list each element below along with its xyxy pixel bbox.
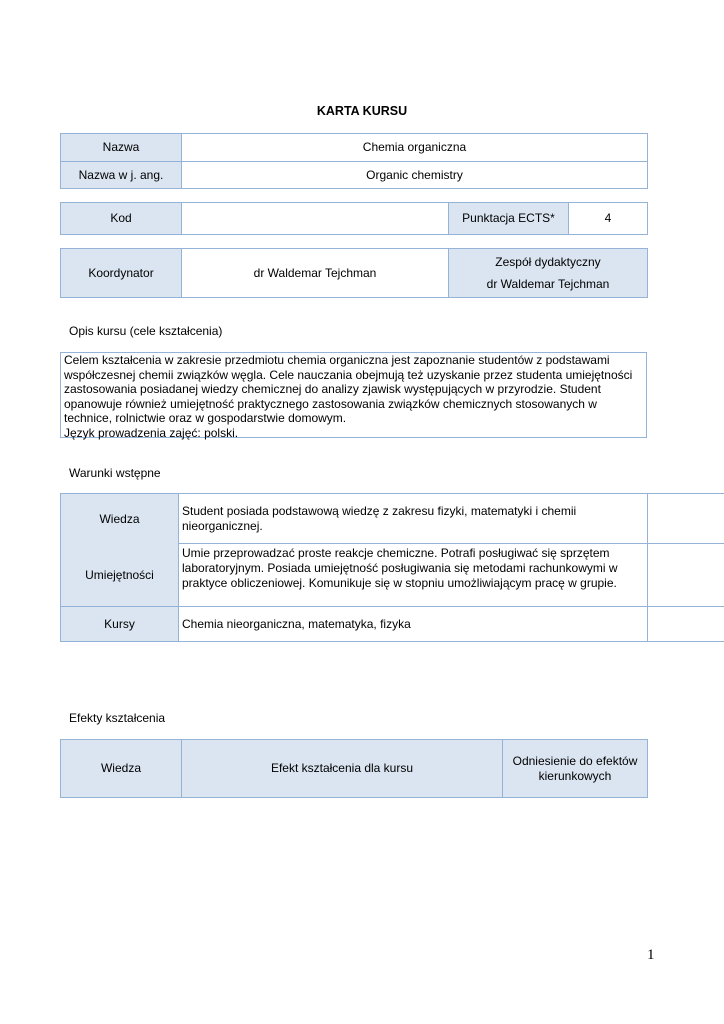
- name-en-label: Nazwa w j. ang.: [61, 162, 182, 189]
- description-line: Celem kształcenia w zakresie przedmiotu chemia organiczna jest zapoznanie studentów z podstawami: [64, 353, 610, 367]
- reference-header-line: kierunkowych: [538, 768, 612, 783]
- description-line: zastosowania posiadanej wiedzy chemicznej do analizy zjawisk występujących w przyrodzie. Student: [64, 382, 601, 396]
- code-ects-table: [60, 202, 648, 235]
- outcomes-heading: Efekty kształcenia: [69, 711, 166, 725]
- knowledge-line: Student posiada podstawową wiedzę z zakresu fizyki, matematyki i chemii: [182, 504, 577, 518]
- outcomes-reference-header: [503, 740, 648, 798]
- name-en-value: Organic chemistry: [182, 162, 648, 189]
- coordinator-table: [60, 248, 648, 298]
- page-number: 1: [647, 947, 655, 963]
- teaching-team-label: Zespół dydaktyczny: [495, 255, 601, 269]
- name-label: Nazwa: [61, 134, 182, 162]
- courses-value: Chemia nieorganiczna, matematyka, fizyka: [179, 607, 648, 642]
- knowledge-line: nieorganicznej.: [182, 519, 263, 533]
- courses-label: Kursy: [61, 607, 179, 642]
- description-box: [60, 352, 647, 438]
- prereq-courses-extra: [648, 607, 724, 642]
- outcomes-table: [60, 739, 648, 798]
- coordinator-label: Koordynator: [61, 249, 182, 298]
- description-heading: Opis kursu (cele kształcenia): [69, 324, 223, 338]
- description-line: Język prowadzenia zajęć: polski.: [64, 425, 239, 440]
- description-line: opanowuje również umiejętność praktycznego zastosowania związków chemicznych stosowanych w: [64, 396, 597, 411]
- skills-label: Umiejętności: [85, 568, 154, 582]
- course-name-table: [60, 133, 648, 189]
- ects-value: 4: [569, 203, 648, 235]
- page-title: KARTA KURSU: [316, 104, 408, 118]
- outcomes-knowledge-header: Wiedza: [61, 740, 182, 798]
- prereq-knowledge-label: [61, 494, 179, 607]
- reference-header-line: Odniesienie do efektów: [512, 753, 638, 768]
- prereq-skills-value: [179, 544, 648, 607]
- code-value: [182, 203, 449, 235]
- coordinator-value: dr Waldemar Tejchman: [182, 249, 449, 298]
- prereq-knowledge-extra: [648, 494, 724, 544]
- prerequisites-table: [60, 493, 724, 642]
- prerequisites-heading: Warunki wstępne: [69, 466, 161, 480]
- skills-line: praktyce obliczeniowej. Komunikuje się w stopniu umożliwiającym pracę w grupie.: [182, 576, 617, 591]
- description-line: współczesnej chemii związków węgla. Cele nauczania obejmują też uzyskanie przez studenta umiejętności: [64, 367, 633, 382]
- teaching-team-value: dr Waldemar Tejchman: [486, 277, 610, 291]
- code-label: Kod: [61, 203, 182, 235]
- knowledge-label: Wiedza: [99, 512, 140, 526]
- skills-line: Umie przeprowadzać proste reakcje chemiczne. Potrafi posługiwać się sprzętem: [182, 546, 610, 561]
- teaching-team-cell: [449, 249, 648, 298]
- ects-label: Punktacja ECTS*: [449, 203, 569, 235]
- outcomes-effect-header: Efekt kształcenia dla kursu: [182, 740, 503, 798]
- name-value: Chemia organiczna: [182, 134, 648, 162]
- description-line: technice, rolnictwie oraz w gospodarstwie domowym.: [64, 411, 347, 425]
- prereq-skills-extra: [648, 544, 724, 607]
- prereq-knowledge-value: [179, 494, 648, 544]
- skills-line: laboratoryjnym. Posiada umiejętność posługiwania się metodami rachunkowymi w: [182, 561, 618, 576]
